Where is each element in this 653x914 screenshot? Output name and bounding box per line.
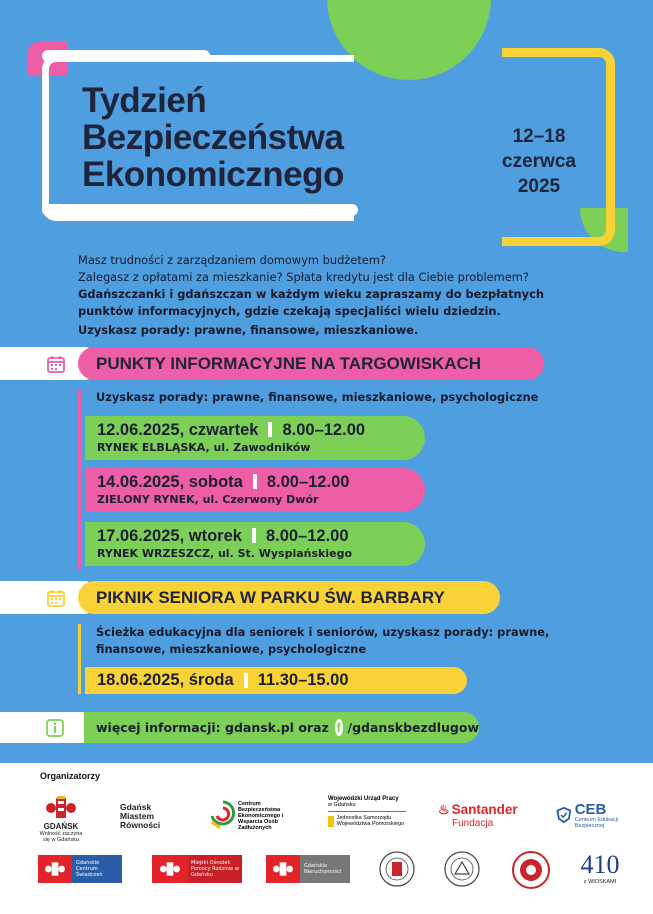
ceb-logo (556, 800, 628, 830)
separator (253, 474, 257, 489)
410-sub: z WIOSKAMI (583, 879, 617, 885)
mopr-logo (152, 855, 242, 883)
gn-logo-text: Gdańskie Nieruchomości (300, 855, 350, 883)
separator (244, 673, 248, 688)
section1-line (78, 390, 81, 570)
intro-paragraph-1: Gdańszczanki i gdańszczan w każdym wieku zapraszamy do bezpłatnych (78, 287, 544, 301)
calendar-icon (45, 587, 67, 609)
intro-question-2: Zalegasz z opłatami za mieszkanie? Spłata kredytu jest dla Ciebie problemem? (78, 270, 529, 284)
event-2-time: 8.00–12.00 (266, 473, 350, 491)
title-frame-top (42, 50, 210, 62)
gdansk-equality-line2: Miastem (120, 810, 155, 821)
date-month: czerwca (502, 151, 576, 172)
more-info-text: więcej informacji: gdansk.pl oraz (96, 720, 329, 735)
separator (268, 422, 272, 437)
picnic-date: 18.06.2025, środa (97, 671, 234, 689)
page-title: Tydzień Bezpieczeństwa Ekonomicznego (82, 81, 344, 194)
separator (252, 528, 256, 543)
wup-logo-line1: Wojewódzki Urząd Pracy (328, 796, 399, 802)
organizers-label: Organizatorzy (40, 771, 101, 781)
gdansk-logo-sub: Wolność zaczyna się w Gdańsku (39, 830, 83, 843)
gdansk-crest-icon (266, 855, 300, 883)
gdansk-logo-text: GDAŃSK (43, 821, 79, 831)
title-frame-bottom (42, 204, 358, 216)
ceb-sub: Centrum Edukacji Bezpiecznej (574, 816, 619, 829)
event-3-place: RYNEK WRZESZCZ, ul. St. Wyspiańskiego (97, 547, 353, 560)
wup-logo-line3: Jednostka Samorządu Województwa Pomorskiego (336, 815, 405, 827)
santander-logo (438, 798, 530, 832)
event-3 (85, 522, 425, 566)
gcs-logo-text: Gdańskie Centrum Świadczeń (72, 855, 122, 883)
more-info (84, 712, 479, 743)
gdansk-equality-line3: Równości (120, 819, 161, 830)
section2-header: PIKNIK SENIORA W PARKU ŚW. BARBARY (78, 581, 500, 614)
event-1-time: 8.00–12.00 (282, 421, 366, 439)
santander-flame-icon: ♨ (438, 801, 450, 817)
event-1-place: RYNEK ELBLĄSKA, ul. Zawodników (97, 441, 311, 454)
santander-text: Santander (451, 802, 518, 817)
gdansk-equality-line1: Gdańsk (120, 801, 152, 812)
facebook-handle[interactable]: /gdanskbezdlugow (347, 720, 479, 735)
date-range (484, 124, 594, 199)
gdansk-logo (38, 790, 84, 848)
seal-logo-1 (378, 850, 416, 888)
gdansk-crest-icon (152, 855, 188, 883)
wup-logo (328, 796, 414, 836)
picnic-time: 11.30–15.00 (257, 671, 349, 689)
event-1-date: 12.06.2025, czwartek (97, 421, 259, 439)
gdansk-crest-icon (46, 796, 76, 820)
intro-paragraph-3: Uzyskasz porady: prawne, finansowe, mieszkaniowe. (78, 323, 419, 337)
event-3-date: 17.06.2025, wtorek (97, 527, 242, 545)
ceb-shield-icon (556, 804, 572, 826)
centrum-spiral-icon (208, 798, 238, 834)
section1-subtext: Uzyskasz porady: prawne, finansowe, mieszkaniowe, psychologiczne (96, 390, 539, 404)
gdansk-equality-logo (120, 800, 180, 832)
410-logo (572, 848, 628, 888)
centrum-logo-text: Centrum Bezpieczeństwa Ekonomicznego i Wsparcia Osób Zadłużonych (238, 801, 284, 831)
centrum-logo (208, 796, 304, 836)
intro-question-1: Masz trudności z zarządzaniem domowym budżetem? (78, 253, 386, 267)
gdansk-crest-icon (38, 855, 72, 883)
event-2 (85, 468, 425, 512)
info-icon (44, 717, 66, 739)
calendar-icon (45, 353, 67, 375)
intro-paragraph-2: punktów informacyjnych, gdzie czekają specjaliści wielu dziedzin. (78, 304, 501, 318)
date-year: 2025 (517, 176, 561, 197)
gcs-logo (38, 855, 122, 883)
ceb-text: CEB (574, 800, 607, 818)
picnic-event (85, 667, 467, 694)
section2-subtext-2: finansowe, mieszkaniowe, psychologiczne (96, 642, 367, 656)
facebook-icon[interactable]: f (336, 720, 341, 735)
section2-subtext-1: Ścieżka edukacyjna dla seniorek i seniorów, uzyskasz porady: prawne, (96, 625, 550, 639)
event-2-date: 14.06.2025, sobota (97, 473, 243, 491)
wup-divider (328, 811, 406, 812)
event-2-place: ZIELONY RYNEK, ul. Czerwony Dwór (97, 493, 319, 506)
mopr-logo-text: Miejski Ośrodek Pomocy Rodzinie w Gdańsku (188, 855, 242, 883)
pomorskie-crest-icon (328, 816, 334, 827)
date-days: 12–18 (512, 126, 566, 147)
wup-logo-line2: w Gdańsku (328, 802, 356, 808)
event-1 (85, 416, 425, 460)
event-3-time: 8.00–12.00 (265, 527, 349, 545)
410-number: 410 (580, 850, 620, 879)
section2-line (78, 624, 81, 694)
santander-fundacja: Fundacja (452, 817, 494, 829)
seal-logo-2 (443, 850, 481, 888)
gn-logo (266, 855, 350, 883)
seal-logo-3 (511, 850, 551, 890)
intro-text (78, 252, 638, 339)
section1-header: PUNKTY INFORMACYJNE NA TARGOWISKACH (78, 347, 544, 380)
